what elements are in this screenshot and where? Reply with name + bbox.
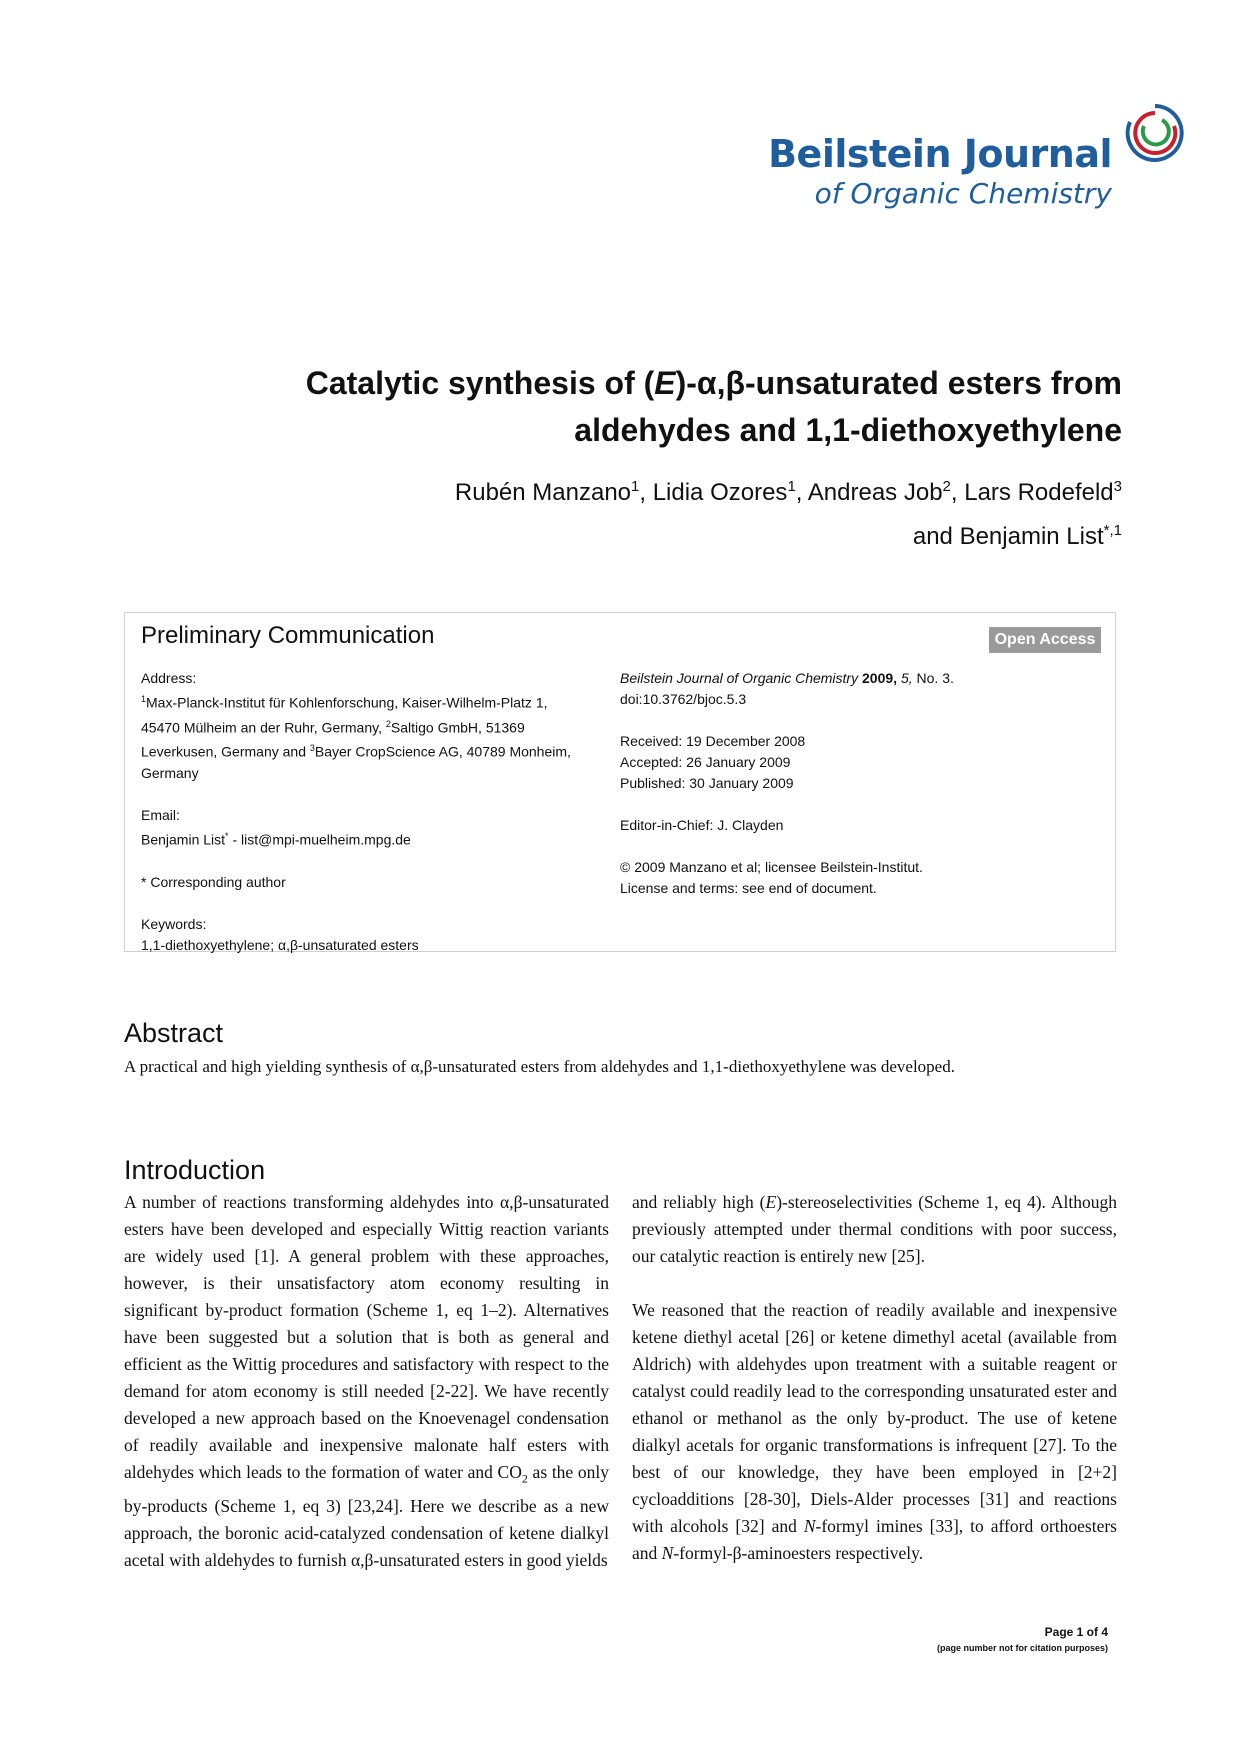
- paragraph: and reliably high (E)-stereoselectivities (Scheme 1, eq 4). Although previously attempted under thermal conditions with poor success, our catalytic reaction is entirely new [25].: [632, 1192, 1117, 1266]
- copyright: © 2009 Manzano et al; licensee Beilstein-Institut.: [620, 859, 923, 875]
- abstract-text: A practical and high yielding synthesis of α,β-unsaturated esters from aldehydes and 1,1-diethoxyethylene was developed.: [124, 1057, 955, 1076]
- email-label: Email:: [141, 806, 180, 823]
- abstract-heading: Abstract: [124, 1018, 224, 1048]
- corresponding-author-note: * Corresponding author: [141, 873, 286, 890]
- doi-link[interactable]: doi:10.3762/bjoc.5.3: [620, 691, 747, 707]
- keywords: 1,1-diethoxyethylene; α,β-unsaturated esters: [141, 936, 419, 953]
- address-line: 45470 Mülheim an der Ruhr, Germany, $^2$Saltigo GmbH, 51369: [141, 718, 525, 736]
- editor: Editor-in-Chief: J. Clayden: [620, 817, 784, 833]
- journal-name-line1: Beilstein Journal: [768, 132, 1112, 176]
- introduction-right-column: [632, 1189, 1117, 1567]
- info-left-column: [141, 668, 611, 956]
- accepted-date: Accepted: 26 January 2009: [620, 754, 791, 770]
- author-name: Rubén Manzano: [454, 479, 632, 506]
- address-line: Leverkusen, Germany and $^3$Bayer CropScience AG, 40789 Monheim,: [141, 743, 571, 760]
- license: License and terms: see end of document.: [620, 880, 877, 896]
- introduction-heading: Introduction: [124, 1155, 266, 1185]
- author-name: , Lidia Ozores: [639, 479, 788, 506]
- author-list: Rubén Manzano$^1$, Lidia Ozores$^1$, Andreas Job$^2$, Lars Rodefeld$^3$ and Benjamin List$^{*,1}$: [454, 478, 1122, 550]
- paragraph: We reasoned that the reaction of readily available and inexpensive ketene diethyl acetal [26] or ketene dimethyl acetal (available from Aldrich) with aldehydes upon treatment with a suitable reagent or catalyst could readily lead to the corresponding unsaturated ester and ethanol or methanol as the only by-product. The use of ketene dialkyl acetals for organic transformations is infrequent [27]. To the best of our knowledge, they have been employed in [2+2] cycloadditions [28-30], Diels-Alder processes [31] and reactions with alcohols [32] and N-formyl imines [33], to afford orthoesters and N-formyl-β-aminoesters respectively.: [632, 1300, 1117, 1563]
- received-date: Received: 19 December 2008: [620, 733, 806, 749]
- journal-name-line2: of Organic Chemistry: [814, 177, 1112, 210]
- page-number: Page 1 of 4: [1044, 1625, 1108, 1639]
- published-date: Published: 30 January 2009: [620, 775, 794, 791]
- journal-logo-icon: [1122, 100, 1188, 166]
- address-line: $^1$Max-Planck-Institut für Kohlenforschung, Kaiser-Wilhelm-Platz 1,: [141, 694, 548, 711]
- address-label: Address:: [141, 670, 197, 686]
- paragraph: A number of reactions transforming aldehydes into α,β-unsaturated esters have been developed and especially Wittig reaction variants are widely used [1]. A general problem with these approaches, however, is their unsatisfactory atom economy resulting in significant by-product formation (Scheme 1, eq 1–2). Alternatives have been suggested but a solution that is both as general and efficient as the Wittig procedures and satisfactory with respect to the demand for atom economy is still needed [2-22]. We have recently developed a new approach based on the Knoevenagel condensation of readily available and inexpensive malonate half esters with aldehydes which leads to the formation of water and $CO_2$ as the only by-products (Scheme 1, eq 3) [23,24]. Here we describe as a new approach, the boronic acid-catalyzed condensation of ketene dialkyl acetal with aldehydes to furnish α,β-unsaturated esters in good yields: [124, 1192, 609, 1570]
- page-number-note: (page number not for citation purposes): [936, 1643, 1108, 1653]
- email-link[interactable]: - list@mpi-muelheim.mpg.de: [228, 831, 411, 848]
- journal-logo-text: [768, 132, 1112, 212]
- article-type: Preliminary Communication: [141, 622, 435, 649]
- author-name: , Andreas Job: [795, 479, 943, 506]
- author-name: , Lars Rodefeld: [950, 479, 1114, 506]
- email-line: Benjamin List* - list@mpi-muelheim.mpg.de: [141, 830, 411, 848]
- paper-title: Catalytic synthesis of (E)-α,β-unsaturated esters from aldehydes and 1,1-diethoxyethylene: [305, 365, 1122, 448]
- author-name: and Benjamin List: [912, 523, 1104, 550]
- introduction-left-column: [124, 1189, 609, 1574]
- keywords-label: Keywords:: [141, 915, 207, 932]
- address-line: Germany: [141, 764, 199, 781]
- citation: Beilstein Journal of Organic Chemistry 2009, 5, No. 3.: [620, 670, 954, 686]
- info-right-column: [620, 668, 1080, 899]
- open-access-badge: Open Access: [989, 627, 1101, 653]
